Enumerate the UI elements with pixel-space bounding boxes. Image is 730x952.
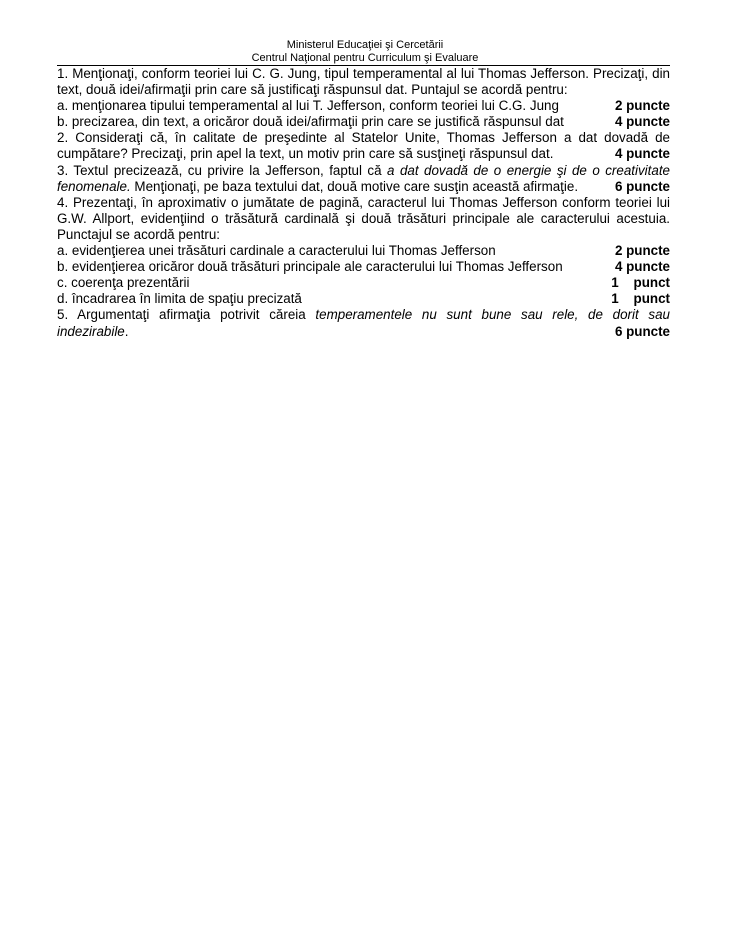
item-4d-points: 1 punct <box>611 291 670 307</box>
item-1a-text: a. menţionarea tipului temperamental al lui T. Jefferson, conform teoriei lui C.G. Jung <box>57 98 559 114</box>
item-5-text-start: 5. Argumentaţi afirmaţia potrivit căreia <box>57 307 316 323</box>
item-4-text: 4. Prezentaţi, în aproximativ o jumătate de pagină, caracterul lui Thomas Jefferson conform teoriei lui G.W. Allport, evidenţiind o trăsătură cardinală şi două trăsături principale ale caracterului acestuia. Punctajul se acordă pentru: <box>57 194 670 242</box>
item-2-line-1: 2. Consideraţi că, în calitate de preşedinte al Statelor Unite, Thomas Jefferson a dat dovadă de <box>57 130 670 146</box>
item-3-task: Menţionaţi, pe baza textului dat, două motive care susţin această afirmaţie. <box>130 178 579 194</box>
item-3-line-2 <box>57 179 670 195</box>
item-4c-text: c. coerenţa prezentării <box>57 275 190 291</box>
item-3-line-1 <box>57 163 670 179</box>
item-4a-text: a. evidenţierea unei trăsături cardinale a caracterului lui Thomas Jefferson <box>57 243 496 259</box>
item-4b-row <box>57 259 670 275</box>
exam-items <box>57 66 670 340</box>
item-4c-points: 1 punct <box>611 275 670 291</box>
item-1b-row <box>57 114 670 130</box>
item-4c-row <box>57 275 670 291</box>
ministry-name: Ministerul Educaţiei şi Cercetării <box>286 39 444 51</box>
document-header <box>0 39 730 65</box>
item-5-text-end <box>57 324 128 340</box>
item-2-text-end: cumpătare? Precizaţi, prin apel la text, un motiv prin care să susţineţi răspunsul dat. <box>57 146 554 162</box>
item-3-quote-end: fenomenale. <box>57 178 131 194</box>
item-5-quote-start: temperamentele nu sunt bune sau rele, de dorit sau <box>315 307 670 323</box>
item-2-line-2 <box>57 146 670 162</box>
item-1b-text: b. precizarea, din text, a oricăror două idei/afirmaţii prin care se justifică răspunsul dat <box>57 114 564 130</box>
item-5-quote-end: indezirabile <box>57 323 125 339</box>
item-5-line-2 <box>57 324 670 340</box>
item-5-period: . <box>124 323 129 339</box>
item-1b-points: 4 puncte <box>614 114 670 130</box>
item-1a-row <box>57 98 670 114</box>
item-1a-points: 2 puncte <box>614 98 670 114</box>
item-4a-points: 2 puncte <box>614 243 670 259</box>
item-3-text-end <box>57 179 578 195</box>
item-5-points: 6 puncte <box>614 323 670 339</box>
item-1-text: 1. Menţionaţi, conform teoriei lui C. G. Jung, tipul temperamental al lui Thomas Jefferson. Precizaţi, din text, două idei/afirmaţii prin care să justificaţi răspunsul dat. Puntajul se acordă pentru: <box>57 66 670 98</box>
item-3-points: 6 puncte <box>614 178 670 194</box>
item-4d-row <box>57 291 670 307</box>
item-2-points: 4 puncte <box>614 146 670 162</box>
item-3-quote-start: a dat dovadă de o energie şi de o creativitate <box>387 162 670 178</box>
item-4d-text: d. încadrarea în limita de spaţiu precizată <box>57 291 302 307</box>
item-4b-text: b. evidenţierea oricăror două trăsături principale ale caracterului lui Thomas Jefferson <box>57 259 563 275</box>
center-name: Centrul Naţional pentru Curriculum şi Evaluare <box>251 52 479 64</box>
item-5-line-1 <box>57 307 670 323</box>
item-4b-points: 4 puncte <box>614 259 670 275</box>
item-3-text-start: 3. Textul precizează, cu privire la Jefferson, faptul că <box>57 162 388 178</box>
item-4a-row <box>57 243 670 259</box>
